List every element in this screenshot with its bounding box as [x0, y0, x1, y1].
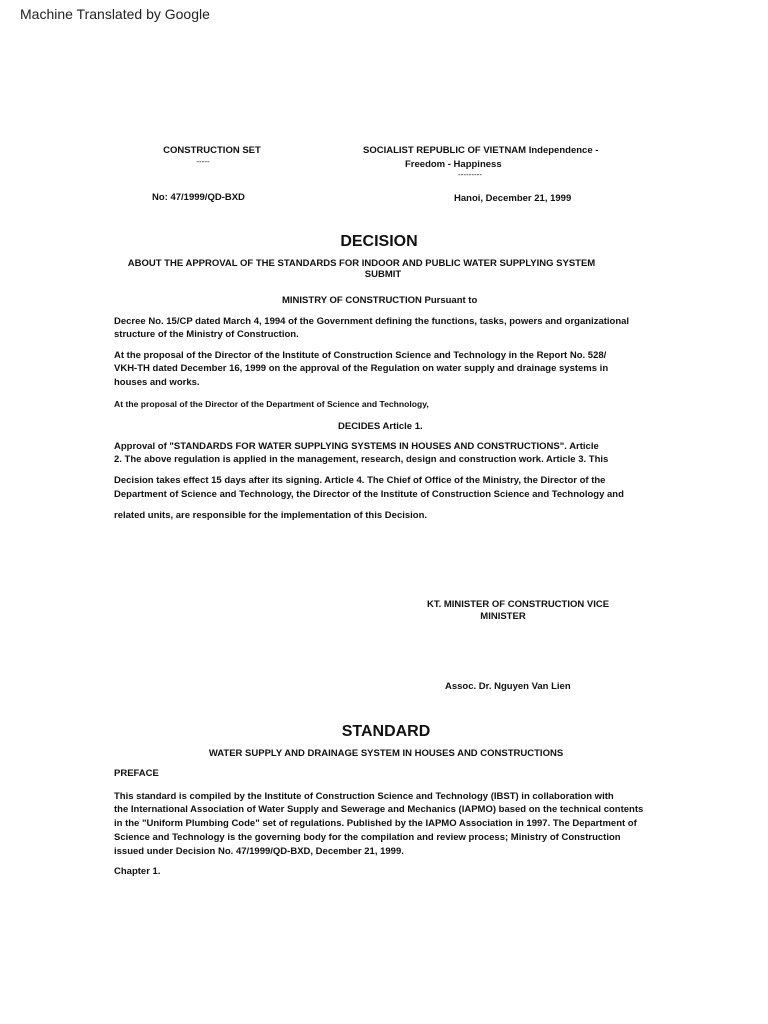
- national-motto-line2: Freedom - Happiness: [405, 159, 502, 170]
- standard-subtitle: WATER SUPPLY AND DRAINAGE SYSTEM IN HOUSES AND CONSTRUCTIONS: [208, 748, 564, 759]
- issuing-agency-divider: -----: [196, 157, 210, 166]
- signer-title-line1: KT. MINISTER OF CONSTRUCTION VICE: [426, 599, 610, 610]
- issuing-agency: CONSTRUCTION SET: [163, 145, 261, 156]
- decision-title: DECISION: [340, 233, 418, 250]
- paragraph-decree-line1: Decree No. 15/CP dated March 4, 1994 of the Government defining the functions, tasks, powers and organizational: [114, 316, 630, 327]
- decision-date: Hanoi, December 21, 1999: [454, 193, 572, 204]
- paragraph-proposal-line1: At the proposal of the Director of the Institute of Construction Science and Technology in the Report No. 528/: [114, 350, 607, 361]
- paragraph-proposal-line2: VKH-TH dated December 16, 1999 on the approval of the Regulation on water supply and drainage systems in: [114, 363, 609, 374]
- chapter-heading: Chapter 1.: [114, 866, 161, 877]
- signer-title-line2: MINISTER: [480, 611, 526, 622]
- machine-translation-banner: Machine Translated by Google: [20, 6, 210, 22]
- decides-article-1: DECIDES Article 1.: [338, 421, 423, 432]
- paragraph-effect-line1: Decision takes effect 15 days after its signing. Article 4. The Chief of Office of the Ministry, the Director of the: [114, 475, 606, 486]
- preface-paragraph-line2: the International Association of Water Supply and Sewerage and Mechanics (IAPMO) based on the technical contents: [114, 804, 644, 815]
- preface-paragraph-line1: This standard is compiled by the Institute of Construction Science and Technology (IBST) in collaboration with: [114, 791, 614, 802]
- national-motto-divider: ---------: [458, 170, 482, 179]
- decision-number: No: 47/1999/QD-BXD: [152, 192, 245, 203]
- decision-subtitle-line1: ABOUT THE APPROVAL OF THE STANDARDS FOR INDOOR AND PUBLIC WATER SUPPLYING SYSTEM: [127, 258, 596, 269]
- ministry-pursuant: MINISTRY OF CONSTRUCTION Pursuant to: [282, 295, 478, 306]
- paragraph-proposal-line3: houses and works.: [114, 377, 200, 388]
- decision-subtitle-line2: SUBMIT: [364, 269, 402, 280]
- paragraph-proposal-science: At the proposal of the Director of the Department of Science and Technology,: [114, 399, 429, 409]
- preface-paragraph-line4: Science and Technology is the governing body for the compilation and review process; Ministry of Construction: [114, 832, 621, 843]
- paragraph-effect-line2: Department of Science and Technology, the Director of the Institute of Construction Science and Technology and: [114, 489, 624, 500]
- preface-paragraph-line5: issued under Decision No. 47/1999/QD-BXD, December 21, 1999.: [114, 846, 404, 857]
- paragraph-approval-line1: Approval of "STANDARDS FOR WATER SUPPLYING SYSTEMS IN HOUSES AND CONSTRUCTIONS". Article: [114, 441, 599, 452]
- national-motto-line1: SOCIALIST REPUBLIC OF VIETNAM Independence -: [363, 145, 599, 156]
- paragraph-decree-line2: structure of the Ministry of Construction.: [114, 329, 299, 340]
- signer-name: Assoc. Dr. Nguyen Van Lien: [445, 681, 571, 692]
- paragraph-approval-line2: 2. The above regulation is applied in the management, research, design and construction work. Article 3. This: [114, 454, 609, 465]
- paragraph-responsible: related units, are responsible for the implementation of this Decision.: [114, 510, 428, 521]
- preface-heading: PREFACE: [114, 768, 159, 779]
- preface-paragraph-line3: in the "Uniform Plumbing Code" set of regulations. Published by the IAPMO Association in 1997. The Department of: [114, 818, 637, 829]
- standard-title: STANDARD: [341, 723, 431, 740]
